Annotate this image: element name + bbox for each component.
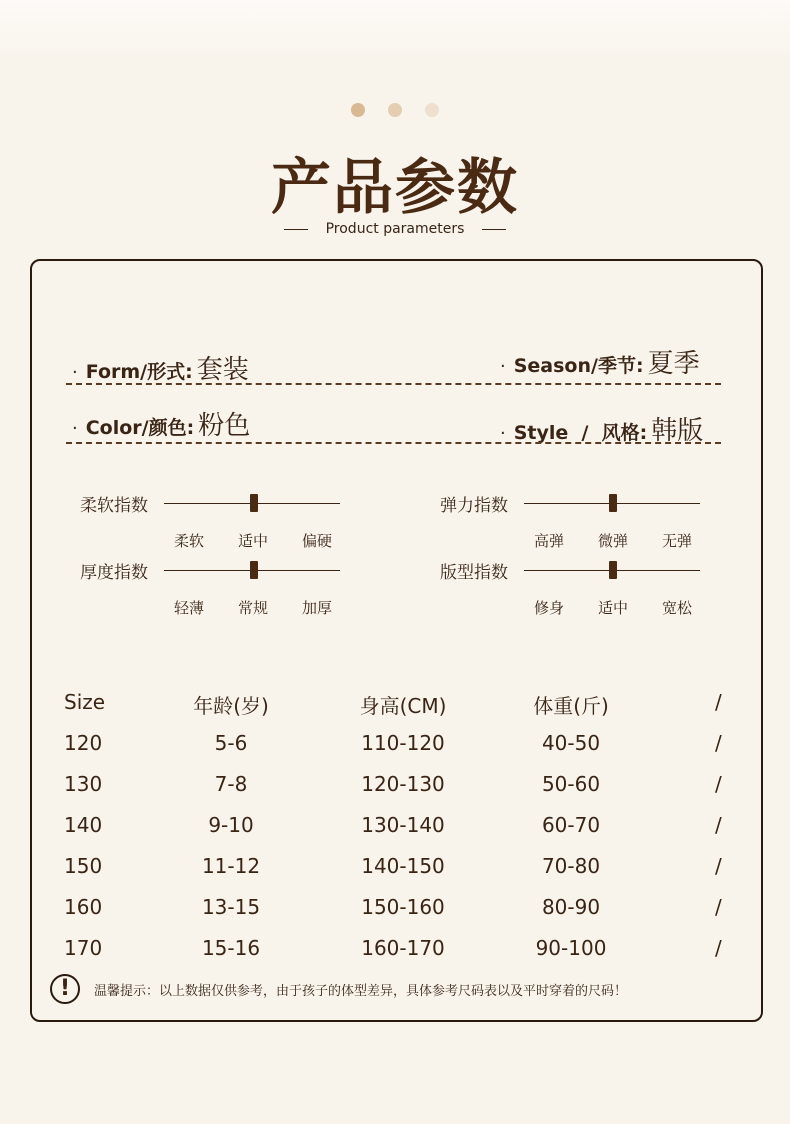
table-cell: /: [715, 813, 722, 837]
table-cell-text: 11-12: [201, 854, 261, 878]
table-header-cell: /: [715, 690, 722, 714]
decor-dot: [388, 103, 402, 117]
size-table: [64, 690, 724, 977]
table-header-text: 体重(斤): [533, 694, 609, 718]
table-row: [64, 772, 724, 813]
index-option: 适中: [597, 599, 629, 617]
table-cell: 140: [64, 813, 103, 837]
index-knob: [609, 561, 617, 579]
table-header-cell: Size: [64, 690, 106, 714]
subtitle-rule-left: [284, 229, 308, 230]
index-knob: [609, 494, 617, 512]
table-row: [64, 895, 724, 936]
dashed-divider: [66, 383, 721, 385]
table-row: [64, 854, 724, 895]
table-header-row: [64, 690, 724, 731]
decor-dot: [351, 103, 365, 117]
page-subtitle: Product parameters: [325, 221, 465, 237]
table-cell-text: 60-70: [541, 813, 601, 837]
dashed-divider: [66, 442, 721, 444]
table-cell-text: 70-80: [541, 854, 601, 878]
table-cell: 130: [64, 772, 103, 796]
table-cell-text: 130-140: [361, 813, 445, 837]
table-cell-text: 9-10: [208, 813, 254, 837]
size-notice: [50, 974, 627, 1004]
table-cell-text: 110-120: [361, 731, 445, 755]
top-glow: [0, 0, 790, 60]
index-label: 弹力指数: [440, 496, 508, 516]
index-option: 宽松: [661, 599, 693, 617]
attr-form-key: Form/形式:: [85, 361, 193, 383]
attr-color-value: 粉色: [198, 411, 251, 441]
table-cell-text: 140-150: [361, 854, 445, 878]
table-cell-text: 13-15: [201, 895, 261, 919]
index-option: 柔软: [173, 532, 205, 550]
attr-form: [72, 349, 249, 386]
table-header-text: 年龄(岁): [193, 694, 269, 718]
index-option: 偏硬: [301, 532, 333, 550]
exclamation-icon: !: [50, 974, 80, 1004]
table-cell: /: [715, 895, 722, 919]
table-cell-text: 15-16: [201, 936, 261, 960]
attr-form-value: 套装: [196, 355, 249, 385]
index-label: 柔软指数: [80, 496, 148, 516]
index-option: 微弹: [597, 532, 629, 550]
index-option: 高弹: [533, 532, 565, 550]
table-cell-text: 150-160: [361, 895, 445, 919]
table-cell: /: [715, 731, 722, 755]
decor-dots: [351, 103, 439, 117]
index-option: 常规: [237, 599, 269, 617]
table-row: [64, 936, 724, 977]
index-label: 版型指数: [440, 563, 508, 583]
table-cell-text: 160-170: [361, 936, 445, 960]
table-cell: 160: [64, 895, 103, 919]
subtitle-row: [0, 221, 790, 237]
table-cell: 120: [64, 731, 103, 755]
decor-dot: [425, 103, 439, 117]
subtitle-rule-right: [482, 229, 506, 230]
attr-color-key: Color/颜色:: [85, 417, 195, 439]
table-cell-text: 90-100: [535, 936, 607, 960]
attr-season-key: Season/季节:: [513, 355, 644, 377]
table-cell-text: 40-50: [541, 731, 601, 755]
index-knob: [250, 561, 258, 579]
bullet: ·: [500, 423, 506, 444]
index-option: 适中: [237, 532, 269, 550]
attr-style-key: Style / 风格:: [513, 422, 648, 444]
index-option: 修身: [533, 599, 565, 617]
index-option: 轻薄: [173, 599, 205, 617]
table-cell: 150: [64, 854, 103, 878]
bullet: ·: [500, 356, 506, 377]
attr-color: [72, 405, 250, 442]
index-knob: [250, 494, 258, 512]
attr-season: [500, 343, 700, 380]
index-label: 厚度指数: [80, 563, 148, 583]
bullet: ·: [72, 362, 78, 383]
index-option: 无弹: [661, 532, 693, 550]
table-cell: /: [715, 936, 722, 960]
bullet: ·: [72, 418, 78, 439]
table-cell: /: [715, 854, 722, 878]
table-cell-text: 120-130: [361, 772, 445, 796]
attr-style-value: 韩版: [651, 416, 704, 446]
table-cell-text: 5-6: [214, 731, 248, 755]
table-cell-text: 50-60: [541, 772, 601, 796]
table-row: [64, 813, 724, 854]
index-option: 加厚: [301, 599, 333, 617]
table-row: [64, 731, 724, 772]
table-header-text: 身高(CM): [359, 694, 447, 718]
page-title: 产品参数: [271, 153, 519, 223]
table-cell: 170: [64, 936, 103, 960]
table-cell-text: 80-90: [541, 895, 601, 919]
table-cell-text: 7-8: [214, 772, 248, 796]
attr-season-value: 夏季: [647, 349, 700, 379]
table-cell: /: [715, 772, 722, 796]
notice-text: 温馨提示：以上数据仅供参考，由于孩子的体型差异，具体参考尺码表以及平时穿着的尺码！: [94, 983, 628, 999]
